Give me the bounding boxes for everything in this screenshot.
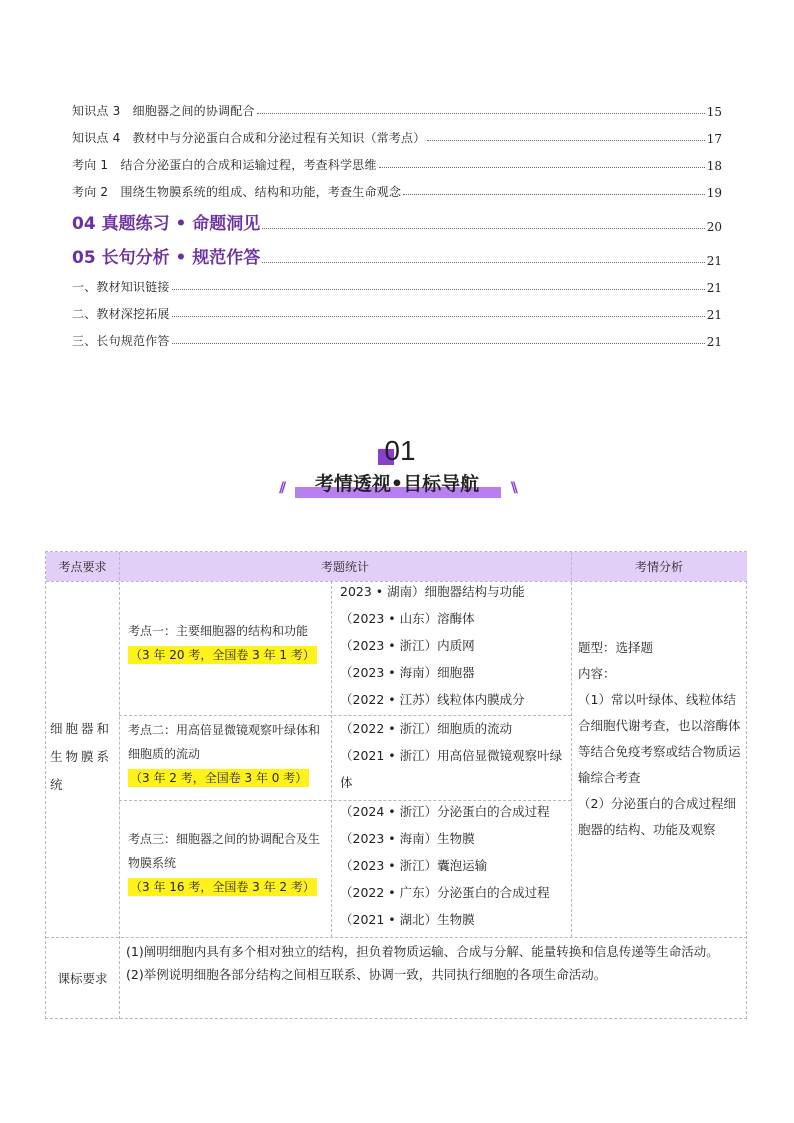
exam-list-cell [340, 798, 570, 933]
exam-point-title: 考点三：细胞器之间的协调配合及生物膜系统 [128, 832, 321, 870]
exam-list-cell [340, 715, 568, 796]
exam-point-cell [128, 718, 328, 787]
standard-content-cell [126, 940, 744, 986]
toc-leader-dots [257, 112, 705, 114]
toc-entry[interactable] [72, 322, 722, 349]
toc-entry[interactable] [72, 295, 722, 322]
header-cell-statistics [119, 552, 571, 581]
toc-leader-dots [262, 227, 704, 229]
exam-point-stat: （3 年 2 考，全国卷 3 年 0 考） [130, 771, 308, 785]
grid-line [331, 581, 332, 937]
toc-entry-page: 15 [706, 105, 722, 119]
left-slash-decoration: // [279, 480, 284, 496]
grid-line [571, 552, 572, 937]
toc-entry-page: 21 [706, 308, 722, 322]
exam-point-title: 考点一：主要细胞器的结构和功能 [128, 624, 309, 638]
grid-line [119, 552, 120, 1019]
exam-point-title: 考点二：用高倍显微镜观察叶绿体和细胞质的流动 [128, 723, 321, 761]
section-number: 01 [384, 435, 416, 466]
standard-item: (1)阐明细胞内具有多个相对独立的结构，担负着物质运输、合成与分解、能量转换和信息传递等生命活动。 [126, 944, 719, 959]
exam-point-cell [128, 619, 328, 664]
toc-entry-page: 21 [706, 254, 722, 268]
toc-leader-dots [379, 166, 705, 168]
exam-item: （2024 • 浙江）分泌蛋白的合成过程 [340, 804, 550, 819]
toc-entry-page: 17 [706, 132, 722, 146]
analysis-cell [578, 635, 744, 843]
standard-label: 课标要求 [57, 971, 108, 986]
toc-leader-dots [172, 288, 705, 290]
table-of-contents [72, 92, 722, 349]
exam-item: （2023 • 浙江）囊泡运输 [340, 858, 488, 873]
toc-section-title: 05 长句分析 • 规范作答 [72, 248, 261, 268]
exam-item: （2022 • 江苏）线粒体内膜成分 [340, 692, 525, 707]
toc-entry[interactable] [72, 268, 722, 295]
toc-leader-dots [427, 139, 704, 141]
exam-analysis-table [45, 551, 747, 1019]
toc-entry[interactable] [72, 173, 722, 200]
exam-item: （2023 • 浙江）内质网 [340, 638, 475, 653]
category-cell [50, 715, 118, 799]
exam-item: 2023 • 湖南）细胞器结构与功能 [340, 584, 525, 599]
toc-entry-title: 考向 2 围绕生物膜系统的组成、结构和功能，考查生命观念 [72, 185, 402, 199]
section-number-block [370, 435, 430, 471]
toc-leader-dots [172, 342, 705, 344]
header-label: 考点要求 [58, 560, 107, 574]
exam-point-stat: （3 年 16 考，全国卷 3 年 2 考） [130, 880, 315, 894]
toc-entry-title: 三、长句规范作答 [72, 334, 170, 348]
exam-item: （2023 • 海南）细胞器 [340, 665, 475, 680]
header-label: 考情分析 [634, 560, 683, 574]
toc-leader-dots [403, 193, 705, 195]
toc-entry[interactable] [72, 119, 722, 146]
standard-item: (2)举例说明细胞各部分结构之间相互联系、协调一致，共同执行细胞的各项生命活动。 [126, 967, 607, 982]
toc-entry-page: 18 [706, 159, 722, 173]
exam-point-cell [128, 827, 328, 896]
exam-item: （2021 • 湖北）生物膜 [340, 912, 475, 927]
toc-entry-page: 21 [706, 281, 722, 295]
header-label: 考题统计 [320, 560, 369, 574]
analysis-item: （1）常以叶绿体、线粒体结合细胞代谢考查，也以溶酶体等结合免疫考察或结合物质运输综合考查 [578, 692, 741, 785]
exam-item: （2022 • 广东）分泌蛋白的合成过程 [340, 885, 550, 900]
toc-entry-page: 21 [706, 335, 722, 349]
exam-point-stat: （3 年 20 考，全国卷 3 年 1 考） [130, 648, 315, 662]
toc-leader-dots [172, 315, 705, 317]
toc-entry-title: 考向 1 结合分泌蛋白的合成和运输过程，考查科学思维 [72, 158, 377, 172]
analysis-content-label: 内容： [578, 666, 616, 681]
toc-entry-title: 二、教材深挖拓展 [72, 307, 170, 321]
toc-entry[interactable] [72, 146, 722, 173]
standard-label-cell [46, 937, 119, 1019]
grid-line [46, 937, 747, 938]
analysis-item: （2）分泌蛋白的合成过程细胞器的结构、功能及观察 [578, 796, 736, 837]
exam-item: （2023 • 山东）溶酶体 [340, 611, 475, 626]
toc-entry[interactable] [72, 92, 722, 119]
toc-section-title: 04 真题练习 • 命题洞见 [72, 214, 261, 234]
toc-entry-page: 19 [706, 186, 722, 200]
toc-section-entry[interactable] [72, 200, 722, 234]
toc-section-entry[interactable] [72, 234, 722, 268]
section-heading [277, 470, 517, 504]
exam-item: （2022 • 浙江）细胞质的流动 [340, 721, 513, 736]
exam-item: （2021 • 浙江）用高倍显微镜观察叶绿体 [340, 748, 563, 790]
toc-entry-page: 20 [706, 220, 722, 234]
analysis-type: 题型：选择题 [578, 640, 654, 655]
exam-item: （2023 • 海南）生物膜 [340, 831, 475, 846]
toc-entry-title: 知识点 4 教材中与分泌蛋白合成和分泌过程有关知识（常考点） [72, 131, 426, 145]
toc-entry-title: 一、教材知识链接 [72, 280, 170, 294]
header-cell-requirement [46, 552, 119, 581]
right-slash-decoration: \\ [510, 480, 515, 496]
toc-leader-dots [262, 261, 704, 263]
header-cell-analysis [571, 552, 747, 581]
section-title: 考情透视•目标导航 [314, 473, 480, 495]
category-label: 细胞器和生物膜系统 [50, 721, 113, 792]
toc-entry-title: 知识点 3 细胞器之间的协调配合 [72, 104, 255, 118]
exam-list-cell [340, 578, 570, 713]
